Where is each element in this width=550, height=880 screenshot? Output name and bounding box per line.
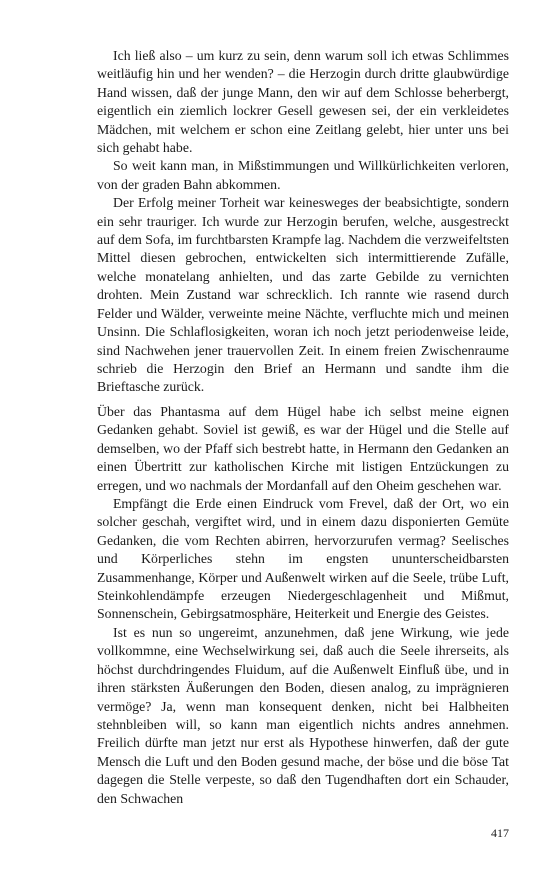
text-section-2	[97, 403, 509, 808]
paragraph: Ist es nun so ungereimt, anzunehmen, daß jene Wirkung, wie jede vollkommne, eine Wechselwirkung sei, daß auch die Seele ihrerseits, als höchst durchdringendes Fluidum, auf die Außenwelt Einfluß übe, und in ihren stärksten Äußerungen den Boden, diesen analog, zu imprägnieren vermöge? Ja, wenn man konsequent denken, nicht bei Halbheiten stehnbleiben will, so kann man eigentlich nichts andres annehmen. Freilich dürfte man jetzt nur erst als Hypothese hinwerfen, daß der gute Mensch die Luft und den Boden gesund mache, der böse und die böse Tat dagegen die Stelle verpeste, so daß den Tugendhaften dort ein Schauder, den Schwachen	[97, 624, 509, 806]
page-number: 417	[491, 826, 509, 840]
paragraph: Der Erfolg meiner Torheit war keinesweges der beabsichtigte, sondern ein sehr trauriger. Ich wurde zur Herzogin berufen, welche, ausgestreckt auf dem Sofa, im furchtbarsten Krampfe lag. Nachdem die verzweifeltsten Mittel diesen gebrochen, entwickelten sich intermittierende Zufälle, welche monatelang anhielten, und das zarte Gebilde zu vernichten drohten. Mein Zustand war schrecklich. Ich rannte wie rasend durch Felder und Wälder, verweinte meine Nächte, verfluchte mich und meinen Unsinn. Die Schlaflosigkeiten, woran ich noch jetzt periodenweise leide, sind Nachwehen jener trauervollen Zeit. In einem freien Zwischenraume schrieb die Herzogin den Brief an Hermann und sandte ihm die Brieftasche zurück.	[97, 195, 509, 395]
paragraph: Ich ließ also – um kurz zu sein, denn warum soll ich etwas Schlimmes weitläufig hin und her wenden? – die Herzogin durch dritte glaubwürdige Hand wissen, daß der junge Mann, den wir auf dem Schlosse beherbergt, eigentlich ein ziemlich lockrer Gesell gewesen sei, der ein verkleidetes Mädchen, mit welchem er schon eine Zeitlang gelebt, hier unter uns bei sich gehabt habe.	[97, 48, 509, 156]
paragraph: Über das Phantasma auf dem Hügel habe ich selbst meine eignen Gedanken gehabt. Soviel ist gewiß, es war der Hügel und die Stelle auf demselben, wo der Pfaff sich bestrebt hatte, in Hermann den Gedanken an einen Übertritt zur katholischen Kirche mit listigen Entzückungen zu erregen, und wo nachmals der Mordanfall auf den Oheim geschehen war.	[97, 404, 509, 493]
text-section-1	[97, 47, 509, 397]
paragraph: Empfängt die Erde einen Eindruck vom Frevel, daß der Ort, wo ein solcher geschah, vergiftet wird, und in einem dazu disponierten Gemüte Gedanken, die vom Rechten abirren, hervorzurufen vermag? Seelisches und Körperliches stehn im engsten ununterscheidbarsten Zusammenhange, Körper und Außenwelt wirken auf die Seele, trübe Luft, Steinkohlendämpfe erzeugen Niedergeschlagenheit und Mißmut, Sonnenschein, Gebirgsatmosphäre, Heiterkeit und Energie des Geistes.	[97, 496, 509, 622]
paragraph: So weit kann man, in Mißstimmungen und Willkürlichkeiten verloren, von der graden Bahn abkommen.	[97, 158, 509, 192]
